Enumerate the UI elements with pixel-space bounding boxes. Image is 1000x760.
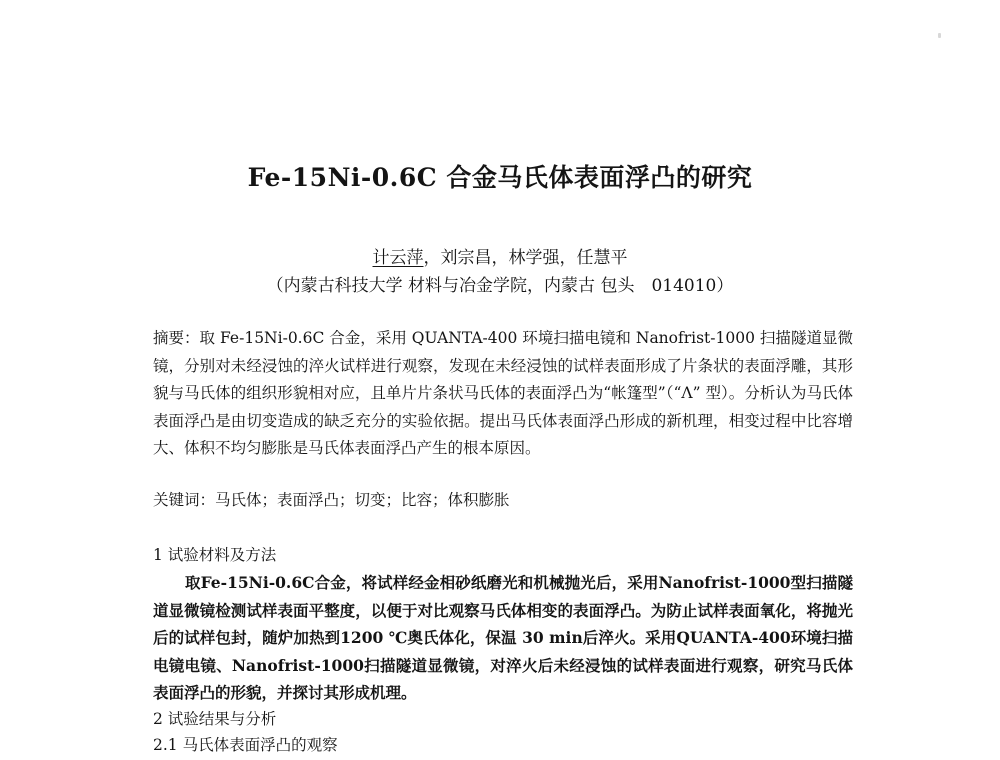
keywords: 关键词：马氏体；表面浮凸；切变；比容；体积膨胀 [153, 491, 510, 509]
abstract: 摘要：取 Fe-15Ni-0.6C 合金，采用 QUANTA-400 环境扫描电镜和 Nanofrist-1000 扫描隧道显微镜，分别对未经浸蚀的淬火试样进行观察，发现在未经浸蚀的试样表面形成了片条状的表面浮雕，其形貌与马氏体的组织形貌相对应，且单片片条状马氏体的表面浮凸为“帐篷型”（“Λ” 型）。分析认为马氏体表面浮凸是由切变造成的缺乏充分的实验依据。提出马氏体表面浮凸形成的新机理，相变过程中比容增大、体积不均匀膨胀是马氏体表面浮凸产生的根本原因。 [153, 329, 853, 457]
affiliation: （内蒙古科技大学 材料与冶金学院，内蒙古 包头 014010） [266, 276, 734, 296]
corresponding-author: 计云萍 [372, 248, 424, 268]
section-1-heading: 1 试验材料及方法 [153, 546, 277, 564]
paper-title: Fe-15Ni-0.6C 合金马氏体表面浮凸的研究 [247, 163, 753, 192]
scan-speck [938, 33, 941, 38]
section-2-heading: 2 试验结果与分析 [153, 710, 277, 728]
co-authors: ，刘宗昌，林学强，任慧平 [423, 248, 628, 268]
section-1-body: 取Fe-15Ni-0.6C合金，将试样经金相砂纸磨光和机械抛光后，采用Nanofrist-1000型扫描隧道显微镜检测试样表面平整度，以便于对比观察马氏体相变的表面浮凸。为防止试样表面氧化，将抛光后的试样包封，随炉加热到1200 ℃奥氏体化，保温 30 min后淬火。采用QUANTA-400环境扫描电镜电镜、Nanofrist-1000扫描隧道显微镜，对淬火后未经浸蚀的试样表面进行观察，研究马氏体表面浮凸的形貌，并探讨其形成机理。 [153, 573, 853, 702]
section-2-1-heading: 2.1 马氏体表面浮凸的观察 [153, 736, 338, 754]
author-line [0, 243, 1000, 268]
